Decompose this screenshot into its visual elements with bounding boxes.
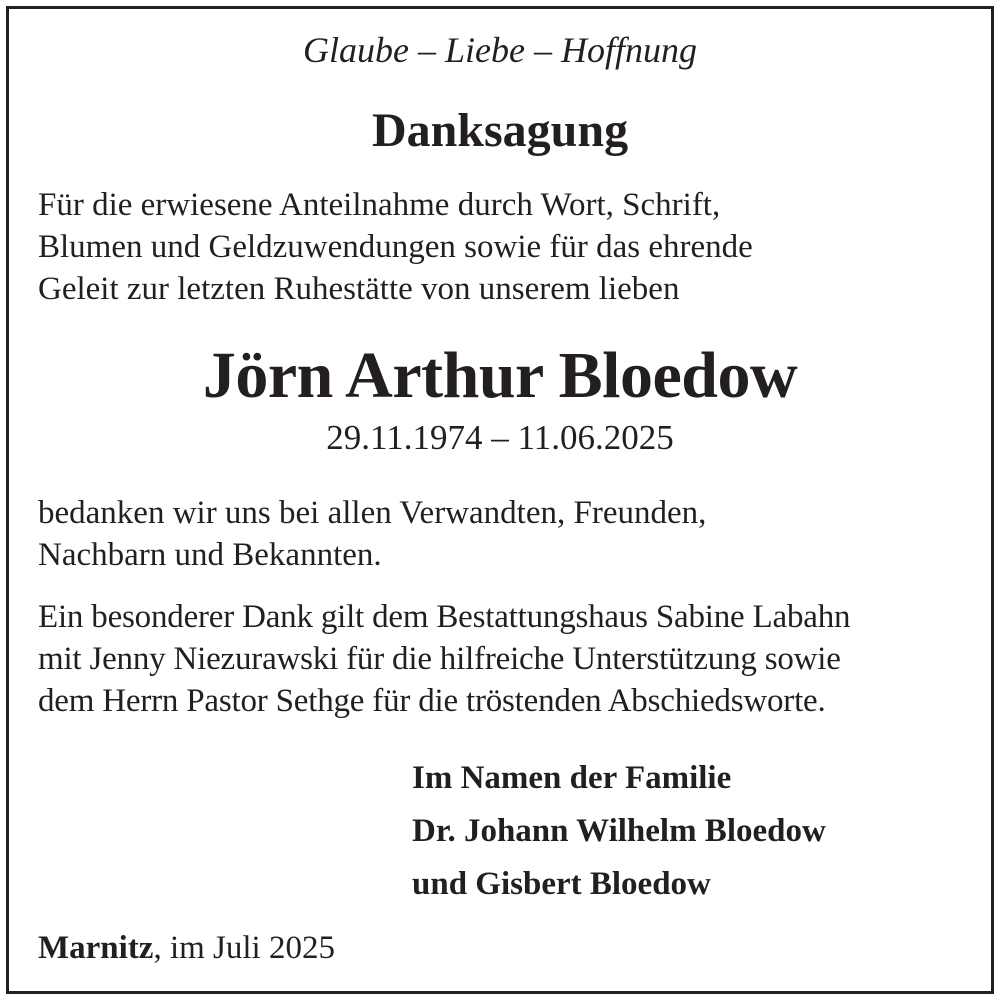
place-and-date	[38, 926, 335, 970]
intro-line: Blumen und Geldzuwendungen sowie für das ehrende	[38, 229, 753, 265]
life-dates: 29.11.1974 – 11.06.2025	[326, 418, 674, 457]
family-signature	[412, 752, 826, 911]
signature-line: Dr. Johann Wilhelm Bloedow	[412, 813, 826, 849]
signature-line: und Gisbert Bloedow	[412, 866, 711, 902]
signature-line: Im Namen der Familie	[412, 760, 732, 796]
deceased-name: Jörn Arthur Bloedow	[202, 339, 798, 412]
special-thanks-line: mit Jenny Niezurawski für die hilfreiche Unterstützung sowie	[38, 641, 841, 677]
thanks-line: Nachbarn und Bekannten.	[38, 537, 382, 573]
intro-line: Geleit zur letzten Ruhestätte von unserem lieben	[38, 271, 680, 307]
intro-line: Für die erwiesene Anteilnahme durch Wort, Schrift,	[38, 187, 721, 223]
motto: Glaube – Liebe – Hoffnung	[303, 30, 697, 70]
notice-heading: Danksagung	[371, 104, 629, 157]
intro-paragraph	[38, 184, 753, 310]
special-thanks-paragraph	[38, 596, 850, 722]
place-date: , im Juli 2025	[153, 930, 335, 966]
special-thanks-line: dem Herrn Pastor Sethge für die tröstenden Abschiedsworte.	[38, 683, 826, 719]
place-town: Marnitz	[38, 930, 154, 966]
thanks-line: bedanken wir uns bei allen Verwandten, Freunden,	[38, 495, 707, 531]
special-thanks-line: Ein besonderer Dank gilt dem Bestattungshaus Sabine Labahn	[38, 599, 851, 635]
thanks-paragraph	[38, 492, 706, 576]
